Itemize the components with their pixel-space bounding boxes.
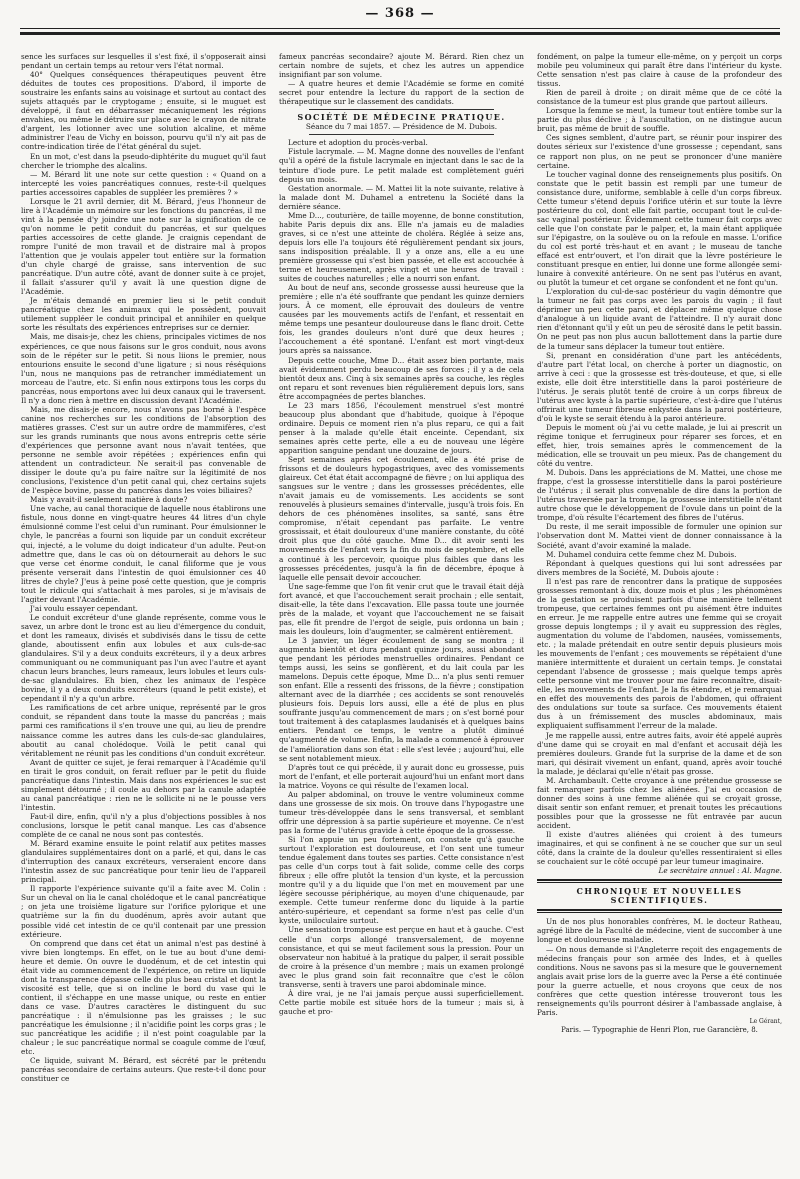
paragraph: Lorsque la femme se meut, la tumeur tout entière tombe sur la partie du plus déclive ; à l'auscultation, on ne distingue aucun bruit, pas même de bruit de souffle. — [537, 106, 782, 134]
paragraph: Sept semaines après cet écoulement, elle a été prise de frissons et de douleurs hypogastriques, avec des vomissements glaireux. Cet état était accompagné de fièvre ; on lui appliqua des sangsues sur le ventre ; dans les grossesses précédentes, elle n'avait jamais eu de vomissements. Les accidents se sont renouvelés à plusieurs semaines d'intervalle, jusqu'à trois fois. En dehors de ces phénomènes insolites, sa santé, sans être compromise, n'était cependant pas parfaite. Le ventre grossissait, et était douloureux d'une manière constante, du côté droit plus que du côté gauche. Mme D... dit avoir senti les mouvements de l'enfant vers la fin du mois de septembre, et elle a continué à les percevoir, quoique plus faibles que dans les grossesses précédentes, jusqu'à la fin de décembre, époque à laquelle elle pensait devoir accoucher. — [279, 455, 524, 582]
paragraph: Une sage-femme que l'on fit venir crut que le travail était déjà fort avancé, et que l'accouchement serait prochain ; elle sentait, disait-elle, la tête dans l'excavation. Elle passa toute une journée près de la malade, et voyant que l'accouchement ne se faisait pas, elle fit prendre de l'ergot de seigle, puis ordonna un bain ; mais les douleurs, loin d'augmenter, se calmèrent entièrement. — [279, 581, 524, 636]
paragraph: D'après tout ce qui précède, il y aurait donc eu grossesse, puis mort de l'enfant, et elle porterait aujourd'hui un enfant mort dans la matrice. Voyons ce qui résulte de l'examen local. — [279, 762, 524, 790]
paragraph: Si, prenant en considération d'une part les antécédents, d'autre part l'état local, on cherche à porter un diagnostic, on arrive à ceci : que la grossesse est très-douteuse, et que, si elle existe, elle doit être interstitielle dans la paroi postérieure de l'utérus. Je serais plutôt tenté de croire à un corps fibreux de l'utérus avec kyste à la partie supérieure, c'est-à-dire que l'utérus offrirait une tumeur fibreuse enkystée dans la paroi postérieure, d'où le kyste se serait étendu à la paroi antérieure. — [537, 350, 782, 423]
paragraph: Il n'est pas rare de rencontrer dans la pratique de supposées grossesses remontant à dix, douze mois et plus ; les phénomènes de la gestation se produisent parfois d'une manière tellement trompeuse, que certaines femmes ont pu aisément être induites en erreur. Je me rappelle entre autres une femme qui se croyait grosse depuis longtemps ; il y avait eu suppression des règles, augmentation du volume de l'abdomen, nausées, vomissements, etc. ; la malade prétendait en outre sentir depuis plusieurs mois les mouvements de l'enfant ; ces mouvements se répétaient d'une manière intermittente et duraient un certain temps. Je constatai cependant l'absence de grossesse ; mais quelque temps après cette personne vint me trouver pour me faire reconnaître, disait-elle, les mouvements de l'enfant. Je la fis étendre, et je remarquai en effet des mouvements des parois de l'abdomen, qui offraient des ondulations sur toute sa surface. Ces mouvements étaient dus à un frémissement des muscles abdominaux, mais expliquaient suffisamment l'erreur de la malade. — [537, 576, 782, 731]
paragraph: — On nous demande si l'Angleterre reçoit des engagements de médecins français pour son armée des Indes, et à quelles conditions. Nous ne savons pas si la mesure que le gouvernement anglais avait prise lors de la guerre avec la Perse a été continuée pour la guerre actuelle, et nous croyons que ceux de nos confrères que cette question intéresse trouveront tous les renseignements qu'ils pourront désirer à l'ambassade anglaise, à Paris. — [537, 944, 782, 1017]
paragraph: — A quatre heures et demie l'Académie se forme en comité secret pour entendre la lecture du rapport de la section de thérapeutique sur le classement des candidats. — [279, 79, 524, 107]
paragraph: Le 23 mars 1856, l'écoulement menstruel s'est montré beaucoup plus abondant que d'habitude, quoique à l'époque ordinaire. Depuis ce moment rien n'a plus reparu, ce qui a fait penser à la malade qu'elle était enceinte. Cependant, six semaines après cette perte, elle a eu de nouveau une légère apparition sanguine pendant une douzaine de jours. — [279, 400, 524, 455]
chronicle-title: CHRONIQUE ET NOUVELLES SCIENTIFIQUES. — [576, 886, 743, 906]
page-number: — 368 — — [365, 6, 435, 21]
paragraph: Je me rappelle aussi, entre autres faits, avoir été appelé auprès d'une dame qui se croyait en mal d'enfant et accusait déjà les premières douleurs. Grande fut la surprise de la dame et de son mari, qui désirait vivement un enfant, quand, après avoir touché la malade, je déclarai qu'elle n'était pas grosse. — [537, 730, 782, 776]
paragraph: M. Bérard examine ensuite le point relatif aux petites masses glandulaires supplémentaires dont on a parlé, et qui, dans le cas d'interruption des canaux excréteurs, verseraient encore dans l'intestin assez de suc pancréatique pour tenir lieu de l'appareil principal. — [21, 839, 266, 885]
gerant-label: Le Gérant, — [749, 1017, 782, 1025]
session-divider — [309, 134, 494, 135]
paragraph: M. Duhamel conduira cette femme chez M. Dubois. — [546, 549, 737, 559]
column-3 — [537, 52, 782, 1164]
paragraph: Lecture et adoption du procès-verbal. — [288, 138, 428, 148]
paragraph: Lorsque le 21 avril dernier, dit M. Bérard, j'eus l'honneur de lire à l'Académie un mémoire sur les fonctions du pancréas, il me vint à la pensée d'y joindre une note sur la signification de ce qu'on nomme le petit conduit du pancréas, et sur quelques parties accessoires de cette glande. Je craignis cependant de rompre l'unité de mon travail et de distraire mal à propos l'attention que je voulais appeler tout entière sur la formation d'un chyle chargé de graisse, sans intervention de suc pancréatique. D'un autre côté, avant de donner suite à ce projet, il fallait s'assurer qu'il y avait là une question digne de l'Académie. — [21, 196, 266, 297]
paragraph: fameux pancréas secondaire? ajoute M. Bérard. Rien chez un certain nombre de sujets, et chez les autres un appendice insignifiant par son volume. — [279, 52, 524, 80]
paragraph: Le toucher vaginal donne des renseignements plus positifs. On constate que le petit bassin est rempli par une tumeur de consistance dure, uniforme, semblable à celle d'un corps fibreux. Cette tumeur s'étend depuis l'orifice utérin et sur toute la lèvre postérieure du col, dont elle fait partie, occupant tout le cul-de-sac vaginal postérieur. Évidemment cette tumeur fait corps avec celle que l'on constate par le palper, et, la main étant appliquée sur l'épigastre, on la soulève ou on la refoule en masse. L'orifice du col est porté très-haut et en avant ; le museau de tanche effacé est entr'ouvert, et l'on dirait que la lèvre postérieure le constituant presque en entier, lui donne une forme allongée semi-lunaire à convexité antérieure. On ne sent pas l'utérus en avant, ou plutôt la tumeur et cet organe se confondent et ne font qu'un. — [537, 169, 782, 288]
paragraph: Les ramifications de cet arbre unique, représenté par le gros conduit, se répandent dans toute la masse du pancréas ; mais parmi ces ramifications il s'en trouve une qui, au lieu de prendre naissance comme les autres dans les culs-de-sac glandulaires, aboutit au canal cholédoque. Voilà le petit canal qui véritablement ne réunit pas les conditions d'un conduit excréteur. — [21, 703, 266, 758]
paragraph: À dire vrai, je ne l'ai jamais perçue aussi superficiellement. Cette partie mobile est située hors de la tumeur ; mais si, à gauche et pro- — [279, 988, 524, 1016]
paragraph: On comprend que dans cet état un animal n'est pas destiné à vivre bien longtemps. En effet, on le tue au bout d'une demi-heure et demie. On ouvre le duodénum, et de cet intestin qui était vide au commencement de l'expérience, on retire un liquide dont la transparence dépasse celle du plus beau cristal et dont la viscosité est telle, que si on incline le bord du vase qui le contient, il s'échappe en une masse unique, ou reste en entier dans ce vase. D'autres caractères le distinguent du suc pancréatique : il n'émulsionne pas les graisses ; le suc pancréatique les émulsionne ; il n'acidifie point les corps gras ; le suc pancréatique les acidifie ; il n'est point coagulable par la chaleur ; le suc pancréatique normal se coagule comme de l'œuf, etc. — [21, 938, 266, 1057]
paragraph: Un de nos plus honorables confrères, M. le docteur Ratheau, agrégé libre de la Faculté de médecine, vient de succomber à une longue et douloureuse maladie. — [537, 917, 782, 945]
printer-imprint: Paris. — Typographie de Henri Plon, rue Garancière, 8. — [561, 1025, 758, 1034]
chronicle-divider-bottom — [537, 909, 782, 913]
section-divider — [309, 109, 494, 110]
paragraph: Avant de quitter ce sujet, je ferai remarquer à l'Académie qu'il en tirait le gros conduit, on ferait refluer par le petit du fluide pancréatique dans l'intestin. Mais dans nos expériences le suc est simplement détourné ; il coule au dehors par la canule adaptée au canal pancréatique : rien ne le sollicite ni ne le pousse vers l'intestin. — [21, 757, 266, 812]
paragraph: Une vache, au canal thoracique de laquelle nous établirons une fistule, nous donne en vingt-quatre heures 44 litres d'un chyle émulsionné comme l'est celui d'un ruminant. Pour émulsionner le chyle, le pancréas a fourni son liquide par un conduit excréteur qui, injecté, a le volume du doigt indicateur d'un adulte. Peut-on admettre que, dans le cas où on détournerait au dehors le suc que verse cet énorme conduit, le canal filiforme que je vous présente verserait dans l'intestin de quoi émulsionner ces 40 litres de chyle? J'eus à peine posé cette question, que je compris tout le ridicule qui s'attachait à mes paroles, si je m'avisais de l'agiter devant l'Académie. — [21, 504, 266, 604]
paragraph: M. Dubois. Dans les appréciations de M. Mattei, une chose me frappe, c'est la grossesse interstitielle dans la paroi postérieure de l'utérus ; il serait plus convenable de dire dans la portion de l'utérus traversée par la trompe, la grossesse interstitielle n'étant autre chose que le développement de l'ovule dans un point de la trompe, d'où résulte l'écartement des fibres de l'utérus. — [537, 468, 782, 523]
header-rule — [20, 28, 780, 29]
paragraph: Fistule lacrymale. — M. Magne donne des nouvelles de l'enfant qu'il a opéré de la fistule lacrymale en injectant dans le sac de la teinture d'iode pure. Le petit malade est complètement guéri depuis un mois. — [279, 147, 524, 184]
paragraph: Si l'on appuie un peu fortement, on constate qu'à gauche surtout l'exploration est douloureuse, et l'on sent une tumeur tendue également dans toutes ses parties. Cette consistance n'est pas celle d'un corps tout à fait solide, comme celle des corps fibreux ; elle offre plutôt la tension d'un kyste, et la percussion montre qu'il y a du liquide que l'on met en mouvement par une légère secousse périphérique, au moyen d'une chiquenaude, par exemple. Cette tumeur renferme donc du liquide à la partie antéro-supérieure, et cependant sa forme n'est pas celle d'un kyste, uniloculaire surtout. — [279, 834, 524, 926]
paragraph: L'exploration du cul-de-sac postérieur du vagin démontre que la tumeur ne fait pas corps avec les parois du vagin ; il faut déprimer un peu cette paroi, et déplacer même quelque chose d'analogue à un liquide avant de l'atteindre. Il n'y aurait donc rien d'étonnant qu'il y eût un peu de sérosité dans le petit bassin. On ne peut pas non plus aucun ballottement dans la partie dure de la tumeur sans déplacer la tumeur tout entière. — [537, 287, 782, 351]
paragraph: Il rapporte l'expérience suivante qu'il a faite avec M. Colin : Sur un cheval on lia le canal cholédoque et le canal pancréatique ; on jeta une troisième ligature sur l'orifice pylorique et une quatrième sur la fin du duodénum, après avoir autant que possible vidé cet intestin de ce qu'il contenait par une pression extérieure. — [21, 884, 266, 939]
paragraph: Au bout de neuf ans, seconde grossesse aussi heureuse que la première ; elle n'a été souffrante que pendant les quinze derniers jours. À ce moment, elle éprouvait des douleurs de ventre causées par les mouvements actifs de l'enfant, et ressentait en même temps une pesanteur douloureuse dans le flanc droit. Cette fois, les grandes douleurs n'ont duré que deux heures ; l'accouchement a été spontané. L'enfant est mort vingt-deux jours après sa naissance. — [279, 283, 524, 356]
paragraph: Mais, me disais-je encore, nous n'avons pas borné à l'espèce canine nos recherches sur les conditions de l'absorption des matières grasses. C'est sur un autre ordre de mammifères, c'est sur les grands ruminants que nous avons entrepris cette série d'expériences que personne avant nous n'avait tentées, que personne ne semble avoir répétées ; expériences enfin qui attendent un contradicteur. Ne serait-il pas convenable de dissiper le doute qu'a pu faire naître sur la légitimité de nos conclusions, l'existence d'un petit canal qui, chez certains sujets de l'espèce bovine, passe du pancréas dans les voies biliaires? — [21, 404, 266, 496]
paragraph: sence les surfaces sur lesquelles il s'est fixé, il s'opposerait ainsi pendant un certain temps au retour vers l'état normal. — [21, 52, 266, 71]
paragraph: — M. Bérard lit une note sur cette question : « Quand on a intercepté les voies pancréatiques connues, reste-t-il quelques parties accessoires capables de suppléer les premières ? » — [21, 169, 266, 197]
paragraph: Le conduit excréteur d'une glande représente, comme vous le savez, un arbre dont le tronc est au lieu d'émergence du conduit, et dont les rameaux, divisés et subdivisés dans le tissu de cette glande, aboutissent enfin aux lobules et aux culs-de-sac glandulaires. S'il y a deux conduits excréteurs, il y a deux arbres communiquant ou ne communiquant pas l'un avec l'autre et ayant chacun leurs branches, leurs rameaux, leurs lobules et leurs culs-de-sac glandulaires. Eh bien, chez les animaux de l'espèce bovine, il y a deux conduits excréteurs (quand le petit existe), et cependant il n'y a qu'un arbre. — [21, 612, 266, 704]
paragraph: 40° Quelques conséquences thérapeutiques peuvent être déduites de toutes ces propositions. D'abord, il importe de soustraire les enfants sains au voisinage et surtout au contact des sujets attaqués par le cryptogame ; ensuite, si le muguet est développé, il faut en débarrasser mécaniquement les régions envahies, ou même le détruire sur place avec le crayon de nitrate d'argent, les lotionner avec une solution alcaline, et même administrer l'eau de Vichy en boisson, pourvu qu'il n'y ait pas de contre-indication tirée de l'état général du sujet. — [21, 70, 266, 152]
paragraph: Ce liquide, suivant M. Bérard, est sécrété par le prétendu pancréas secondaire de certains auteurs. Que reste-t-il donc pour constituer ce — [21, 1056, 266, 1084]
paragraph: Depuis le moment où j'ai vu cette malade, je lui ai prescrit un régime tonique et ferrugineux pour réparer ses forces, et en effet, hier, trois semaines après le commencement de la médication, elle se trouvait un peu mieux. Pas de changement du côté du ventre. — [537, 422, 782, 469]
paragraph: fondément, on palpe la tumeur elle-même, on y perçoit un corps mobile peu volumineux qui paraît être dans l'intérieur du kyste. Cette sensation n'est pas claire à cause de la profondeur des tissus. — [537, 52, 782, 89]
paragraph: Répondant à quelques questions qui lui sont adressées par divers membres de la Société, M. Dubois ajoute : — [537, 558, 782, 577]
session-line: Séance du 7 mai 1857. — Présidence de M. Dubois. — [305, 122, 498, 132]
paragraph: Au palper abdominal, on trouve le ventre volumineux comme dans une grossesse de six mois. On trouve dans l'hypogastre une tumeur très-développée dans le sens transversal, et semblant offrir une dépression à sa partie supérieure et moyenne. Ce n'est pas la forme de l'utérus gravide à cette époque de la grossesse. — [279, 789, 524, 835]
paragraph: Le 3 janvier, un léger écoulement de sang se montra ; il augmenta bientôt et dura pendant quinze jours, aussi abondant que pendant les périodes menstruelles ordinaires. Pendant ce temps aussi, les seins se gonflèrent, et du lait coula par les mamelons. Depuis cette époque, Mme D... n'a plus senti remuer son enfant. Elle a ressenti des frissons, de la fièvre ; constipation alternant avec de la diarrhée ; ces accidents se sont renouvelés plusieurs fois. Depuis lors aussi, elle a été de plus en plus souffrante jusqu'au commencement de mars ; on s'est borné pour tout traitement à des cataplasmes laudanisés et à quelques bains entiers. Pendant ce temps, le ventre a plutôt diminué qu'augmenté de volume. Enfin, la malade a commencé à éprouver de l'amélioration dans son état : elle s'est levée ; aujourd'hui, elle se sent notablement mieux. — [279, 635, 524, 763]
paragraph: Du reste, il me serait impossible de formuler une opinion sur l'observation dont M. Mattei vient de donner connaissance à la Société, avant d'avoir examiné la malade. — [537, 522, 782, 550]
paragraph: Mais y avait-il seulement matière à doute? — [30, 495, 188, 505]
paragraph: Gestation anormale. — M. Mattei lit la note suivante, relative à la malade dont M. Duhamel a entretenu la Société dans la dernière séance. — [279, 183, 524, 211]
paragraph: Mais, me disais-je, chez les chiens, principales victimes de nos expériences, ce que nous faisons sur le gros conduit, nous avons soin de le répéter sur le petit. Si nous liions le premier, nous entourions ensuite le second d'une ligature ; si nous réséquions l'un, nous ne manquions pas de retrancher immédiatement un morceau de l'autre, etc. Si enfin nous extirpons tous les corps du pancréas, nous emportons avec lui deux canaux qui le traversent. Il n'y a donc rien à mettre en discussion devant l'Académie. — [21, 332, 266, 405]
paragraph: M. Archambault. Cette croyance à une prétendue grossesse se fait remarquer parfois chez les aliénées. J'ai eu occasion de donner des soins à une femme aliénée qui se croyait grosse, disait sentir son enfant remuer, et prenait toutes les précautions possibles pour que la grossesse ne fût entravée par aucun accident. — [537, 775, 782, 830]
paragraph: J'ai voulu essayer cependant. — [30, 603, 138, 613]
section-title: SOCIÉTÉ DE MÉDECINE PRATIQUE. — [297, 112, 506, 123]
paragraph: Il existe d'autres aliénées qui croient à des tumeurs imaginaires, et qui se confinent à ne se coucher que sur un seul côté, dans la crainte de la douleur qu'elles ressentiraient si elles se couchaient sur le côté occupé par leur tumeur imaginaire. — [537, 830, 782, 867]
paragraph: Faut-il dire, enfin, qu'il n'y a plus d'objections possibles à nos conclusions, lorsque le petit canal manque. Les cas d'absence complète de ce canal ne nous sont pas contestés. — [21, 811, 266, 840]
paragraph: Mme D..., couturière, de taille moyenne, de bonne constitution, habite Paris depuis dix ans. Elle n'a jamais eu de maladies graves, si ce n'est une atteinte de choléra. Réglée à seize ans, depuis lors elle l'a toujours été régulièrement pendant six jours, sans indisposition préalable. Il y a onze ans, elle a eu une première grossesse qui s'est bien passée, et elle est accouchée à terme et heureusement, après vingt et une heures de travail : suites de couches naturelles ; elle a nourri son enfant. — [279, 210, 524, 284]
column-1 — [21, 52, 266, 1164]
paragraph: Depuis cette couche, Mme D... était assez bien portante, mais avait évidemment perdu beaucoup de ses forces ; il y a de cela bientôt deux ans. Cinq à six semaines après sa couche, les règles ont reparu et sont revenues bien régulièrement depuis lors, sans être accompagnées de pertes blanches. — [279, 355, 524, 401]
secretary-signature: Le secrétaire annuel : Al. Magne. — [658, 866, 782, 876]
paragraph: Rien de pareil à droite ; on dirait même que de ce côté la consistance de la tumeur est plus grande que partout ailleurs. — [537, 88, 782, 107]
chronicle-divider — [537, 879, 782, 883]
header-rule-thick — [20, 32, 780, 35]
paragraph: Une sensation trompeuse est perçue en haut et à gauche. C'est celle d'un corps allongé transversalement, de moyenne consistance, et qui se meut facilement sous la pression. Pour un observateur non habitué à la pratique du palper, il serait possible de croire à la présence d'un membre ; mais un examen prolongé avec le plus grand soin fait reconnaître que c'est le côlon transverse, senti à travers une paroi abdominale mince. — [279, 925, 524, 989]
paragraph: Je m'étais demandé en premier lieu si le petit conduit pancréatique chez les animaux qui le possèdent, pouvait utilement suppléer le conduit principal et annihiler en quelque sorte les résultats des expériences entreprises sur ce dernier. — [21, 296, 266, 333]
column-2 — [279, 52, 524, 1164]
paragraph: En un mot, c'est dans la pseudo-diphtérite du muguet qu'il faut chercher le triomphe des alcalins. — [21, 151, 266, 170]
paragraph: Ces signes semblent, d'autre part, se réunir pour inspirer des doutes sérieux sur l'existence d'une grossesse ; cependant, sans ce rapport non plus, on ne peut se prononcer d'une manière certaine. — [537, 133, 782, 170]
